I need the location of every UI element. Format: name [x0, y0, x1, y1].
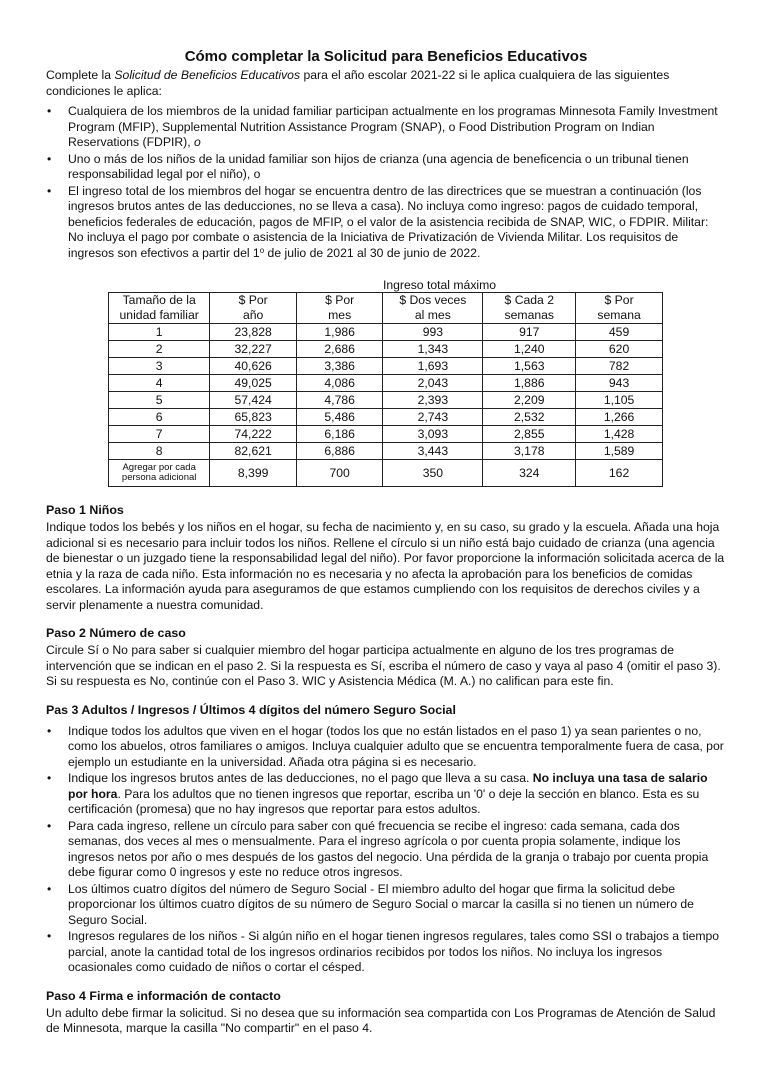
table-cell: 4,086	[296, 375, 382, 392]
table-cell: 993	[383, 324, 483, 341]
header-line: semanas	[504, 308, 554, 322]
condition-3-superscript: o	[259, 245, 265, 255]
header-household-size	[109, 293, 210, 324]
table-cell: 3,178	[483, 443, 576, 460]
table-cell: 1,693	[383, 358, 483, 375]
table-cell: 3	[109, 358, 210, 375]
table-cell: 2,209	[483, 392, 576, 409]
table-cell: 4,786	[296, 392, 382, 409]
step-3-item-2-text-end: . Para los adultos que no tienen ingresos que reportar, escriba un '0' o deje la sección en blanco. Esta es su certificación (promesa) que no hay ingresos que reportar para estos adultos.	[68, 786, 700, 816]
intro-form-name: Solicitud de Beneficios Educativos	[114, 68, 301, 82]
header-twice-month	[383, 293, 483, 324]
header-line: $ Por	[604, 293, 634, 307]
table-header-row	[109, 293, 663, 324]
table-cell: 917	[483, 324, 576, 341]
table-cell: 32,227	[210, 341, 297, 358]
table-cell: 1,105	[576, 392, 663, 409]
table-cell: 2,743	[383, 409, 483, 426]
intro-text-end: para el año escolar 2021-22 si le aplica cualquiera de las siguientes condiciones le aplica:	[46, 68, 670, 98]
step-3-item-children-income: • Ingresos regulares de los niños - Si algún niño en el hogar tienen ingresos regulares, tales como SSI o trabajos a tiempo parcial, anote la cantidad total de los ingresos ordinarios recibidos por todos los niños. No incluya los ingresos ocasionales como cuidado de niños o cortar el césped.	[68, 929, 726, 976]
table-cell: 324	[483, 460, 576, 487]
table-row	[109, 426, 663, 443]
income-table-caption: Ingreso total máximo	[382, 278, 497, 292]
table-cell: 8,399	[210, 460, 297, 487]
step-3-item-adults: • Indique todos los adultos que viven en el hogar (todos los que no están listados en el paso 1) ya sean parientes o no, como los abuelos, otros familiares o amigos. Incluya cualquier adulto que se encuentra temporalmente fuera de casa, por ejemplo un estudiante en la universidad. Añada otra página si es necesario.	[68, 724, 726, 771]
table-row-additional-person	[109, 460, 663, 487]
label-line: Agregar por cada	[122, 461, 196, 473]
table-cell: 1	[109, 324, 210, 341]
income-guidelines-table	[108, 292, 663, 487]
intro-paragraph	[46, 68, 726, 99]
table-cell: 1,240	[483, 341, 576, 358]
page-title: Cómo completar la Solicitud para Beneficios Educativos	[184, 48, 588, 65]
table-cell: 3,093	[383, 426, 483, 443]
table-cell: 6,186	[296, 426, 382, 443]
table-cell: 40,626	[210, 358, 297, 375]
table-cell: 65,823	[210, 409, 297, 426]
condition-income-guidelines	[68, 184, 726, 262]
header-line: $ Por	[238, 293, 268, 307]
table-cell: 2,043	[383, 375, 483, 392]
header-line: al mes	[414, 308, 451, 322]
header-line: $ Cada 2	[504, 293, 554, 307]
step-3-item-gross-income	[68, 771, 726, 818]
document-page	[0, 48, 770, 1037]
condition-2-text: Uno o más de los niños de la unidad familiar son hijos de crianza (una agencia de beneficencia o un tribunal tienen responsabilidad legal por el niño), o	[68, 151, 689, 181]
table-cell: 459	[576, 324, 663, 341]
table-row	[109, 443, 663, 460]
step-3-list	[46, 724, 726, 976]
step-2-body: Circule Sí o No para saber si cualquier miembro del hogar participa actualmente en alguno de los tres programas de intervención que se indican en el paso 2. Si la respuesta es Sí, escriba el número de caso y vaya al paso 4 (omitir el paso 3). Si su respuesta es No, continúe con el Paso 3. WIC y Asistencia Médica (M. A.) no califican para este fin.	[46, 643, 721, 688]
label-line: persona adicional	[121, 472, 197, 483]
table-cell: 1,986	[296, 324, 382, 341]
income-table-section	[108, 278, 663, 487]
condition-foster-children	[68, 152, 726, 183]
table-cell: 2,686	[296, 341, 382, 358]
step-4-heading: Paso 4 Firma e información de contacto	[46, 988, 281, 1003]
additional-person-label	[109, 460, 210, 487]
step-2-heading: Paso 2 Número de caso	[46, 626, 186, 640]
table-cell: 8	[109, 443, 210, 460]
table-cell: 1,266	[576, 409, 663, 426]
table-cell: 5,486	[296, 409, 382, 426]
step-3-item-2-text: Indique los ingresos brutos antes de las deducciones, no el pago que lleva a su casa.	[68, 771, 533, 785]
header-line: año	[242, 308, 264, 322]
condition-1-text: Cualquiera de los miembros de la unidad familiar participan actualmente en los programas Minnesota Family Investment Program (MFIP), Supplemental Nutrition Assistance Program (SNAP), o Food Distribution Program on Indian Reservations (FDPIR),	[68, 104, 718, 149]
intro-text-start: Complete la	[46, 68, 115, 82]
table-row	[109, 409, 663, 426]
table-cell: 1,563	[483, 358, 576, 375]
header-line: $ Dos veces	[399, 293, 467, 307]
step-1-body: Indique todos los bebés y los niños en el hogar, su fecha de nacimiento y, en su caso, su grado y la escuela. Añada una hoja adicional si es necesario para incluir todos los niños. Rellene el círculo si un niño está bajo cuidado de crianza (una agencia de bienestar o un juzgado tiene la responsabilidad legal del niño). Por favor proporcione la información solicitada acerca de la etnia y la raza de cada niño. Esta información no es necesaria y no afecta la aprobación para los beneficios de comidas escolares. La información ayuda para aseguramos de que estamos cumpliendo con los requisitos de derechos civiles y a servir plenamente a nuestra comunidad.	[46, 520, 725, 612]
step-1-heading: Paso 1 Niños	[46, 503, 124, 517]
table-cell: 2	[109, 341, 210, 358]
table-cell: 943	[576, 375, 663, 392]
header-line: unidad familiar	[119, 308, 199, 322]
step-3-item-frequency: • Para cada ingreso, rellene un círculo para saber con qué frecuencia se recibe el ingreso: cada semana, cada dos semanas, dos veces al mes o mensualmente. Para el ingreso agrícola o por cuenta propia solamente, indique los ingresos netos por año o mes después de los gastos del negocio. Una pérdida de la granja o trabajo por cuenta propia debe figurar como 0 ingresos y este no reduce otros ingresos.	[68, 819, 726, 881]
condition-1-or: o	[193, 135, 201, 149]
header-per-year	[210, 293, 297, 324]
step-4-body: Un adulto debe firmar la solicitud. Si no desea que su información sea compartida con Los Programas de Atención de Salud de Minnesota, marque la casilla "No compartir" en el paso 4.	[46, 1005, 716, 1035]
table-cell: 74,222	[210, 426, 297, 443]
header-per-month	[296, 293, 382, 324]
table-cell: 3,443	[383, 443, 483, 460]
table-row	[109, 375, 663, 392]
header-line: $ Por	[325, 293, 355, 307]
condition-3-text-end: de julio de 2021 al 30 de junio de 2022.	[264, 245, 481, 260]
header-line: semana	[597, 308, 641, 322]
step-3-item-ssn: • Los últimos cuatro dígitos del número de Seguro Social - El miembro adulto del hogar que firma la solicitud debe proporcionar los últimos cuatro dígitos de su número de Seguro Social o marcar la casilla si no tienen un número de Seguro Social.	[68, 882, 726, 929]
table-row	[109, 392, 663, 409]
conditions-list	[46, 104, 726, 261]
table-cell: 6,886	[296, 443, 382, 460]
table-cell: 620	[576, 341, 663, 358]
table-cell: 350	[383, 460, 483, 487]
table-row	[109, 358, 663, 375]
table-cell: 2,855	[483, 426, 576, 443]
table-cell: 782	[576, 358, 663, 375]
table-cell: 5	[109, 392, 210, 409]
table-cell: 7	[109, 426, 210, 443]
table-cell: 1,589	[576, 443, 663, 460]
condition-3-text: El ingreso total de los miembros del hogar se encuentra dentro de las directrices que se muestran a continuación (los ingresos brutos antes de las deducciones, no se lleva a casa). No incluya como ingreso: pagos de cuidado temporal, beneficios federales de educación, pagos de MFIP, o el valor de la asistencia recibida de SNAP, WIC, o FDPIR. Militar: No incluya el pago por combate o asistencia de la Iniciativa de Privatización de Vivienda Militar. Los requisitos de ingresos son efectivos a partir del 1	[68, 183, 709, 260]
table-cell: 4	[109, 375, 210, 392]
table-cell: 23,828	[210, 324, 297, 341]
table-cell: 700	[296, 460, 382, 487]
step-3-heading: Pas 3 Adultos / Ingresos / Últimos 4 dígitos del número Seguro Social	[46, 702, 456, 717]
table-cell: 1,886	[483, 375, 576, 392]
condition-program-participation	[68, 104, 726, 151]
table-cell: 3,386	[296, 358, 382, 375]
table-cell: 82,621	[210, 443, 297, 460]
header-line: Tamaño de la	[122, 293, 196, 307]
header-per-week	[576, 293, 663, 324]
header-line: mes	[328, 308, 352, 322]
table-cell: 2,532	[483, 409, 576, 426]
table-cell: 6	[109, 409, 210, 426]
table-row	[109, 341, 663, 358]
table-cell: 2,393	[383, 392, 483, 409]
table-row	[109, 324, 663, 341]
step-3-item-2-bold: No incluya una tasa de salario por hora	[68, 771, 708, 801]
table-cell: 49,025	[210, 375, 297, 392]
table-cell: 57,424	[210, 392, 297, 409]
table-cell: 1,428	[576, 426, 663, 443]
table-cell: 162	[576, 460, 663, 487]
table-cell: 1,343	[383, 341, 483, 358]
header-every-two-weeks	[483, 293, 576, 324]
